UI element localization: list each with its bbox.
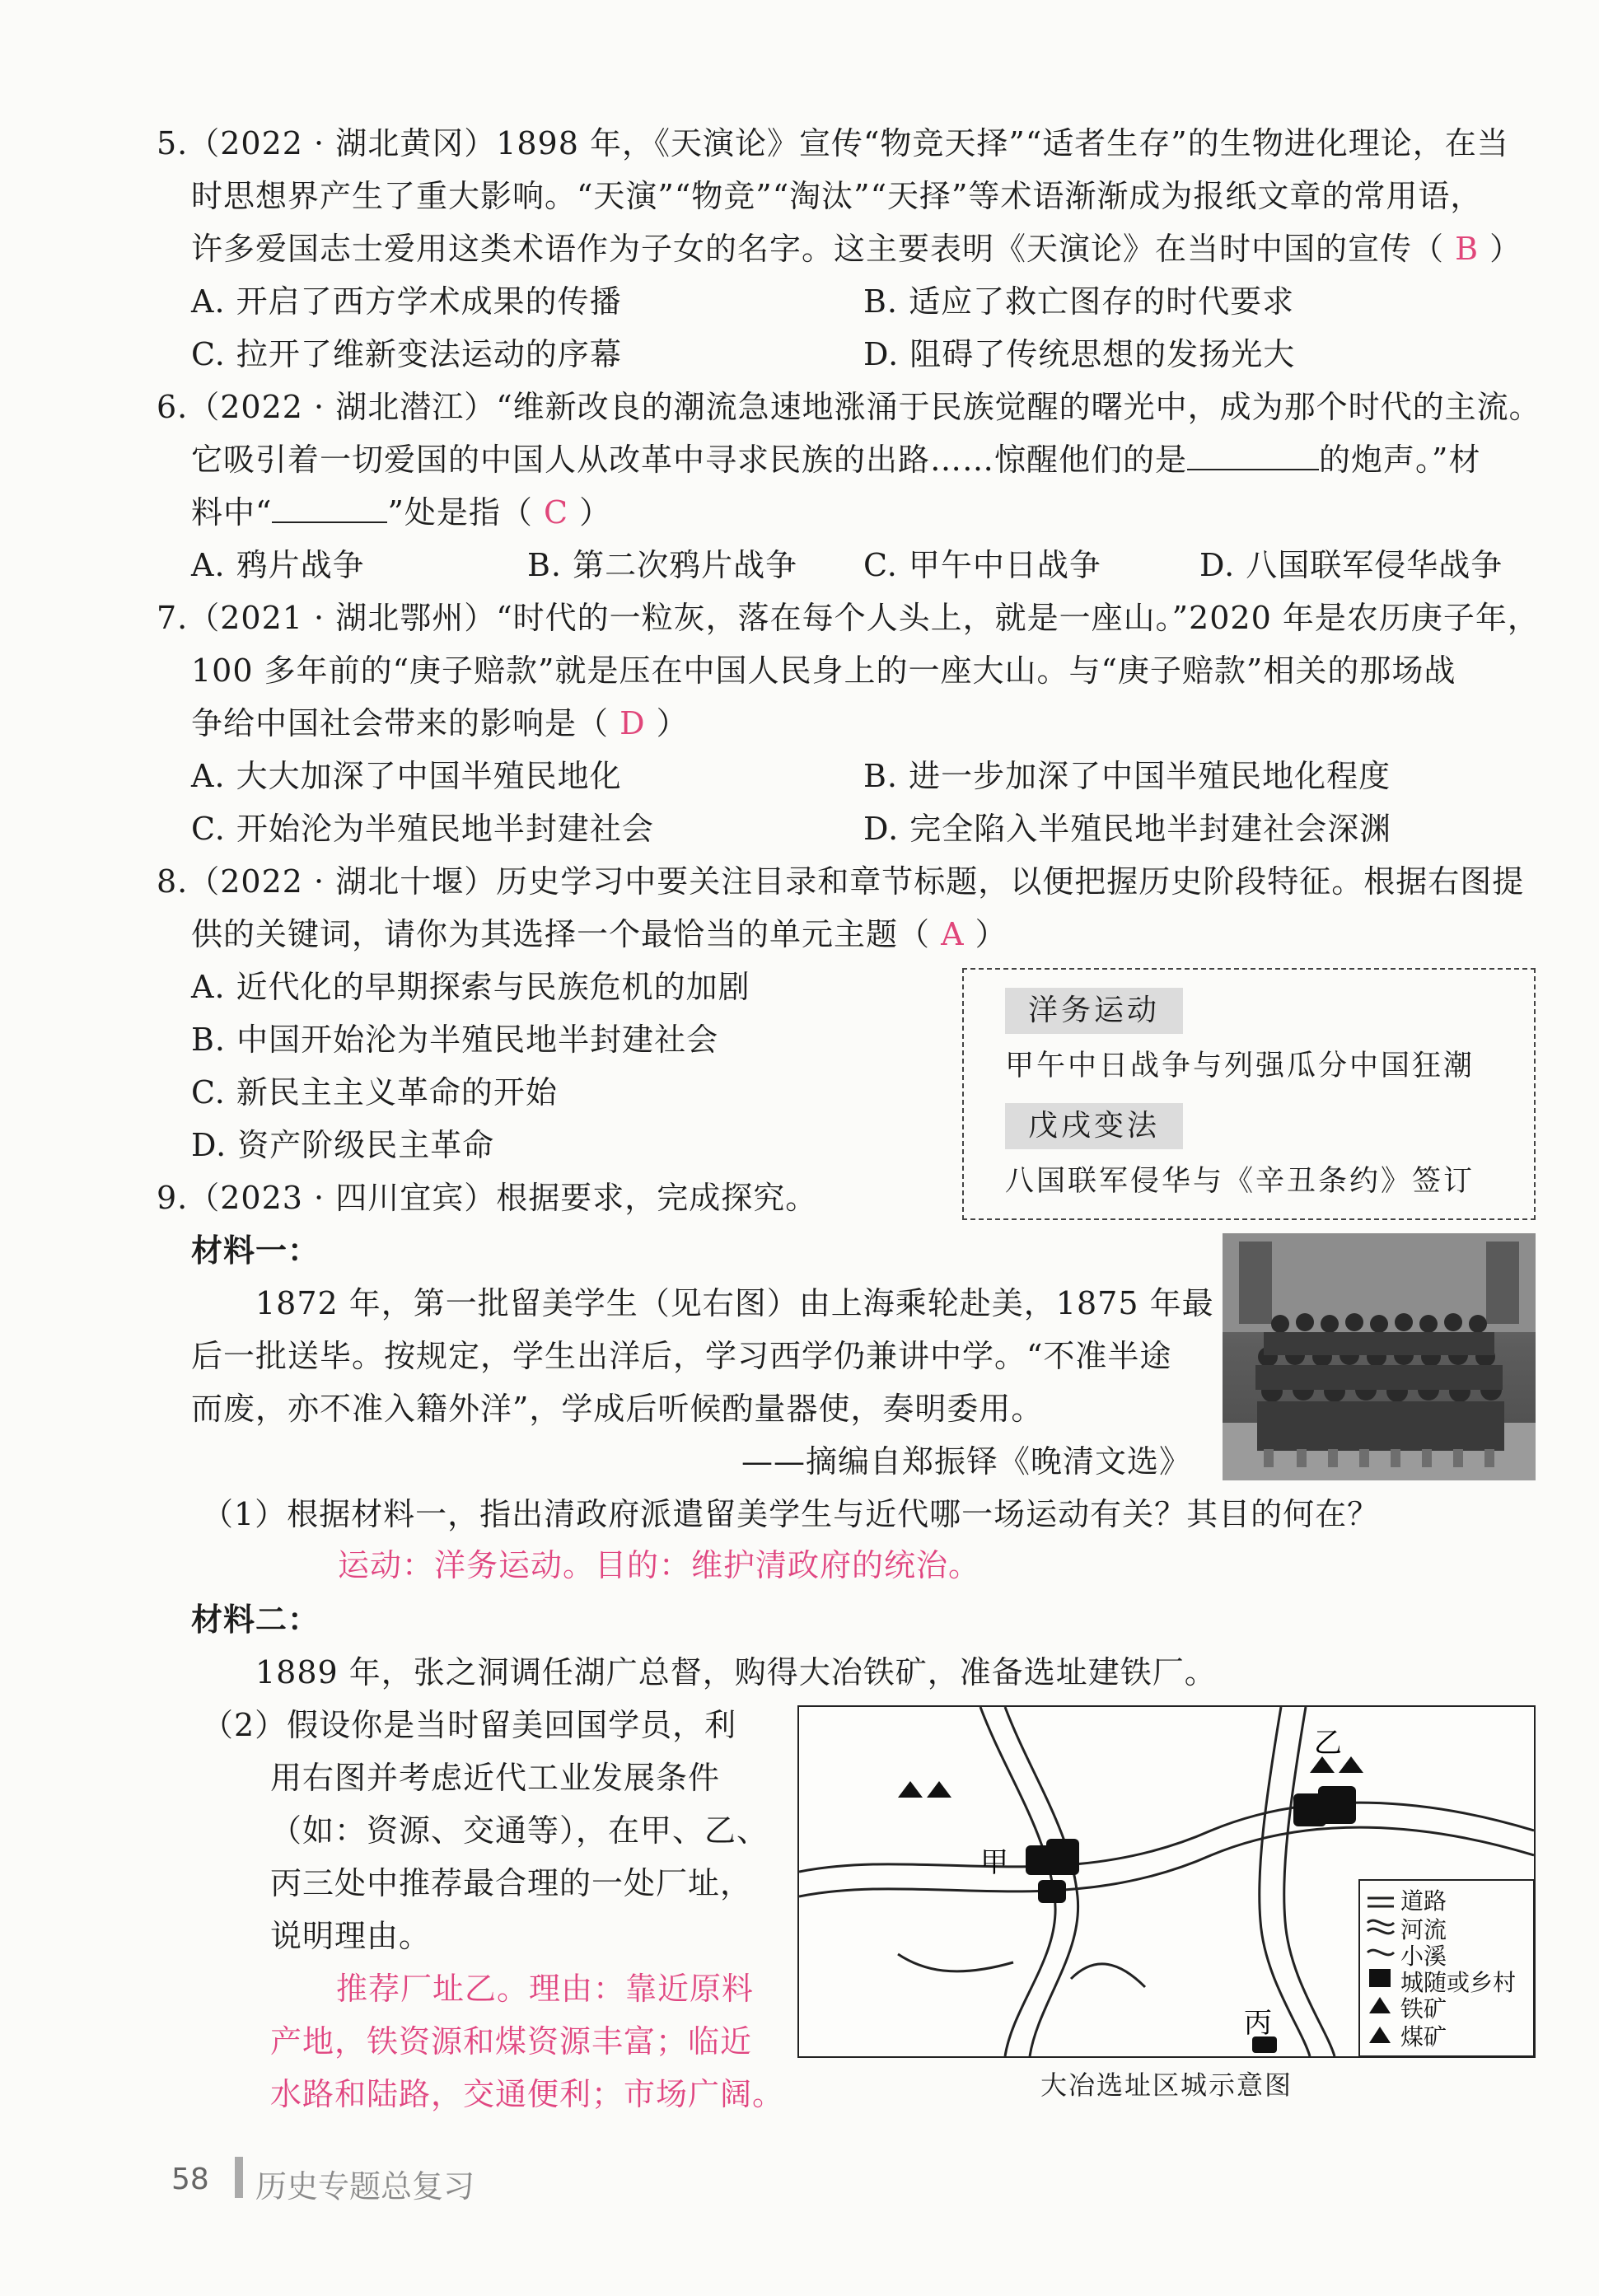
map-label-jia: 甲 (980, 1846, 1008, 1879)
q7-answer: D (619, 705, 646, 741)
q6-blank-1 (1187, 444, 1319, 470)
page-number: 58 (171, 2163, 209, 2196)
q8-line1: 8.（2022 · 湖北十堰）历史学习中要关注目录和章节标题，以便把握历史阶段特征。根据右图提 (157, 863, 1525, 900)
sub-question-2-line2: 用右图并考虑近代工业发展条件 (270, 1760, 721, 1796)
material-1-line1: 1872 年，第一批留美学生（见右图）由上海乘轮赴美，1875 年最 (255, 1285, 1214, 1321)
q7-line3: 争给中国社会带来的影响是（ D ） (191, 705, 689, 741)
map-settlements (1026, 1786, 1356, 2053)
q5-option-b: B. 适应了救亡图存的时代要求 (863, 283, 1295, 320)
q5-answer: B (1455, 231, 1480, 267)
q7-line1: 7.（2021 · 湖北鄂州）“时代的一粒灰，落在每个人头上，就是一座山。”2020 年是农历庚子年， (157, 600, 1540, 636)
legend-settlement: 城随或乡村 (1400, 1969, 1517, 1996)
answer-2-line1: 推荐厂址乙。理由：靠近原料 (336, 1971, 755, 2007)
q8-answer: A (941, 916, 965, 952)
map-drawing (799, 1707, 1534, 2056)
q6-option-a: A. 鸦片战争 (191, 547, 365, 583)
q5-line1: 5.（2022 · 湖北黄冈）1898 年，《天演论》宣传“物竞天择”“适者生存”的生物进化理论，在当 (157, 125, 1509, 161)
q8-option-c: C. 新民主主义革命的开始 (191, 1074, 558, 1111)
answer-2-line2: 产地，铁资源和煤资源丰富；临近 (270, 2023, 753, 2060)
q6-option-d: D. 八国联军侵华战争 (1199, 547, 1503, 583)
q6-line3: 料中“ ”处是指（ C ） (191, 494, 612, 531)
q7-option-d: D. 完全陷入半殖民地半封建社会深渊 (863, 811, 1392, 847)
q7-option-c: C. 开始沦为半殖民地半封建社会 (191, 811, 654, 847)
legend-road: 道路 (1400, 1887, 1447, 1915)
answer-1: 运动：洋务运动。目的：维护清政府的统治。 (338, 1547, 981, 1583)
material-1-line3: 而废，亦不准入籍外洋”，学成后听候酌量器使，奏明委用。 (191, 1391, 1044, 1427)
map-label-bing: 丙 (1244, 2007, 1272, 2040)
q6-answer: C (543, 494, 569, 531)
q5-option-c: C. 拉开了维新变法运动的序幕 (191, 336, 622, 372)
q6-blank-2 (272, 497, 387, 523)
keyword-text-1: 甲午中日战争与列强瓜分中国狂潮 (1005, 1050, 1475, 1083)
students-photo-image (1223, 1233, 1536, 1480)
q7-option-a: A. 大大加深了中国半殖民地化 (191, 758, 622, 794)
q5-line2: 时思想界产生了重大影响。“天演”“物竞”“淘汰”“天择”等术语渐渐成为报纸文章的常用语， (191, 178, 1483, 214)
q5-option-a: A. 开启了西方学术成果的传播 (191, 283, 622, 320)
map-stream-2 (1071, 1964, 1145, 1987)
q6-line1: 6.（2022 · 湖北潜江）“维新改良的潮流急速地涨涌于民族觉醒的曙光中，成为那个时代的主流。 (157, 389, 1541, 425)
footer-title: 历史专题总复习 (255, 2168, 475, 2205)
material-2-title: 材料二： (191, 1601, 320, 1638)
q5-line3: 许多爱国志士爱用这类术语作为子女的名字。这主要表明《天演论》在当时中国的宣传（ B ） (191, 231, 1522, 267)
keyword-tag-2: 戊戌变法 (1005, 1103, 1183, 1149)
q5-option-d: D. 阻碍了传统思想的发扬光大 (863, 336, 1296, 372)
keyword-tag-1: 洋务运动 (1005, 988, 1183, 1034)
q6-option-b: B. 第二次鸦片战争 (527, 547, 798, 583)
legend-coal-mine: 煤矿 (1400, 2023, 1447, 2051)
legend-river: 河流 (1400, 1916, 1447, 1943)
material-1-line2: 后一批送毕。按规定，学生出洋后，学习西学仍兼讲中学。“不准半途 (191, 1338, 1172, 1374)
q8-option-a: A. 近代化的早期探索与民族危机的加剧 (191, 969, 750, 1005)
material-1-source: ——摘编自郑振铎《晚清文选》 (741, 1443, 1192, 1480)
q6-line2: 它吸引着一切爱国的中国人从改革中寻求民族的出路……惊醒他们的是 的炮声。”材 (191, 442, 1481, 478)
q7-option-b: B. 进一步加深了中国半殖民地化程度 (863, 758, 1391, 794)
sub-question-2-line3: （如：资源、交通等），在甲、乙、 (270, 1812, 769, 1849)
q9-line1: 9.（2023 · 四川宜宾）根据要求，完成探究。 (157, 1180, 818, 1216)
q8-option-b: B. 中国开始沦为半殖民地半封建社会 (191, 1022, 719, 1058)
sub-question-1: （1）根据材料一，指出清政府派遣留美学生与近代哪一场运动有关？其目的何在？ (202, 1496, 1380, 1532)
map-caption: 大冶选址区城示意图 (1040, 2069, 1293, 2101)
material-1-title: 材料一： (191, 1232, 320, 1269)
site-selection-map (797, 1705, 1536, 2058)
keyword-text-2: 八国联军侵华与《辛丑条约》签订 (1005, 1165, 1475, 1198)
q7-line2: 100 多年前的“庚子赔款”就是压在中国人民身上的一座大山。与“庚子赔款”相关的那场战 (191, 652, 1456, 689)
legend-stream: 小溪 (1400, 1943, 1447, 1970)
legend-iron-mine: 铁矿 (1400, 1995, 1447, 2022)
map-stream-1 (898, 1954, 1013, 1971)
sub-question-2-line5: 说明理由。 (270, 1918, 432, 1954)
map-label-yi: 乙 (1314, 1727, 1342, 1760)
legend-settlement-symbol (1369, 1969, 1391, 1987)
material-2-line1: 1889 年，张之洞调任湖广总督，购得大冶铁矿，准备选址建铁厂。 (255, 1654, 1217, 1690)
footer-divider (235, 2157, 243, 2198)
sub-question-2-line4: 丙三处中推荐最合理的一处厂址， (270, 1865, 753, 1901)
answer-2-line3: 水路和陆路，交通便利；市场广阔。 (270, 2076, 785, 2112)
q8-option-d: D. 资产阶级民主革命 (191, 1127, 495, 1163)
students-photo (1223, 1233, 1536, 1480)
q8-line2: 供的关键词，请你为其选择一个最恰当的单元主题（ A ） (191, 916, 1008, 952)
map-road-main (799, 1803, 1534, 1872)
q6-option-c: C. 甲午中日战争 (863, 547, 1101, 583)
keyword-box (962, 968, 1536, 1220)
sub-question-2-line1: （2）假设你是当时留美回国学员，利 (202, 1707, 737, 1743)
